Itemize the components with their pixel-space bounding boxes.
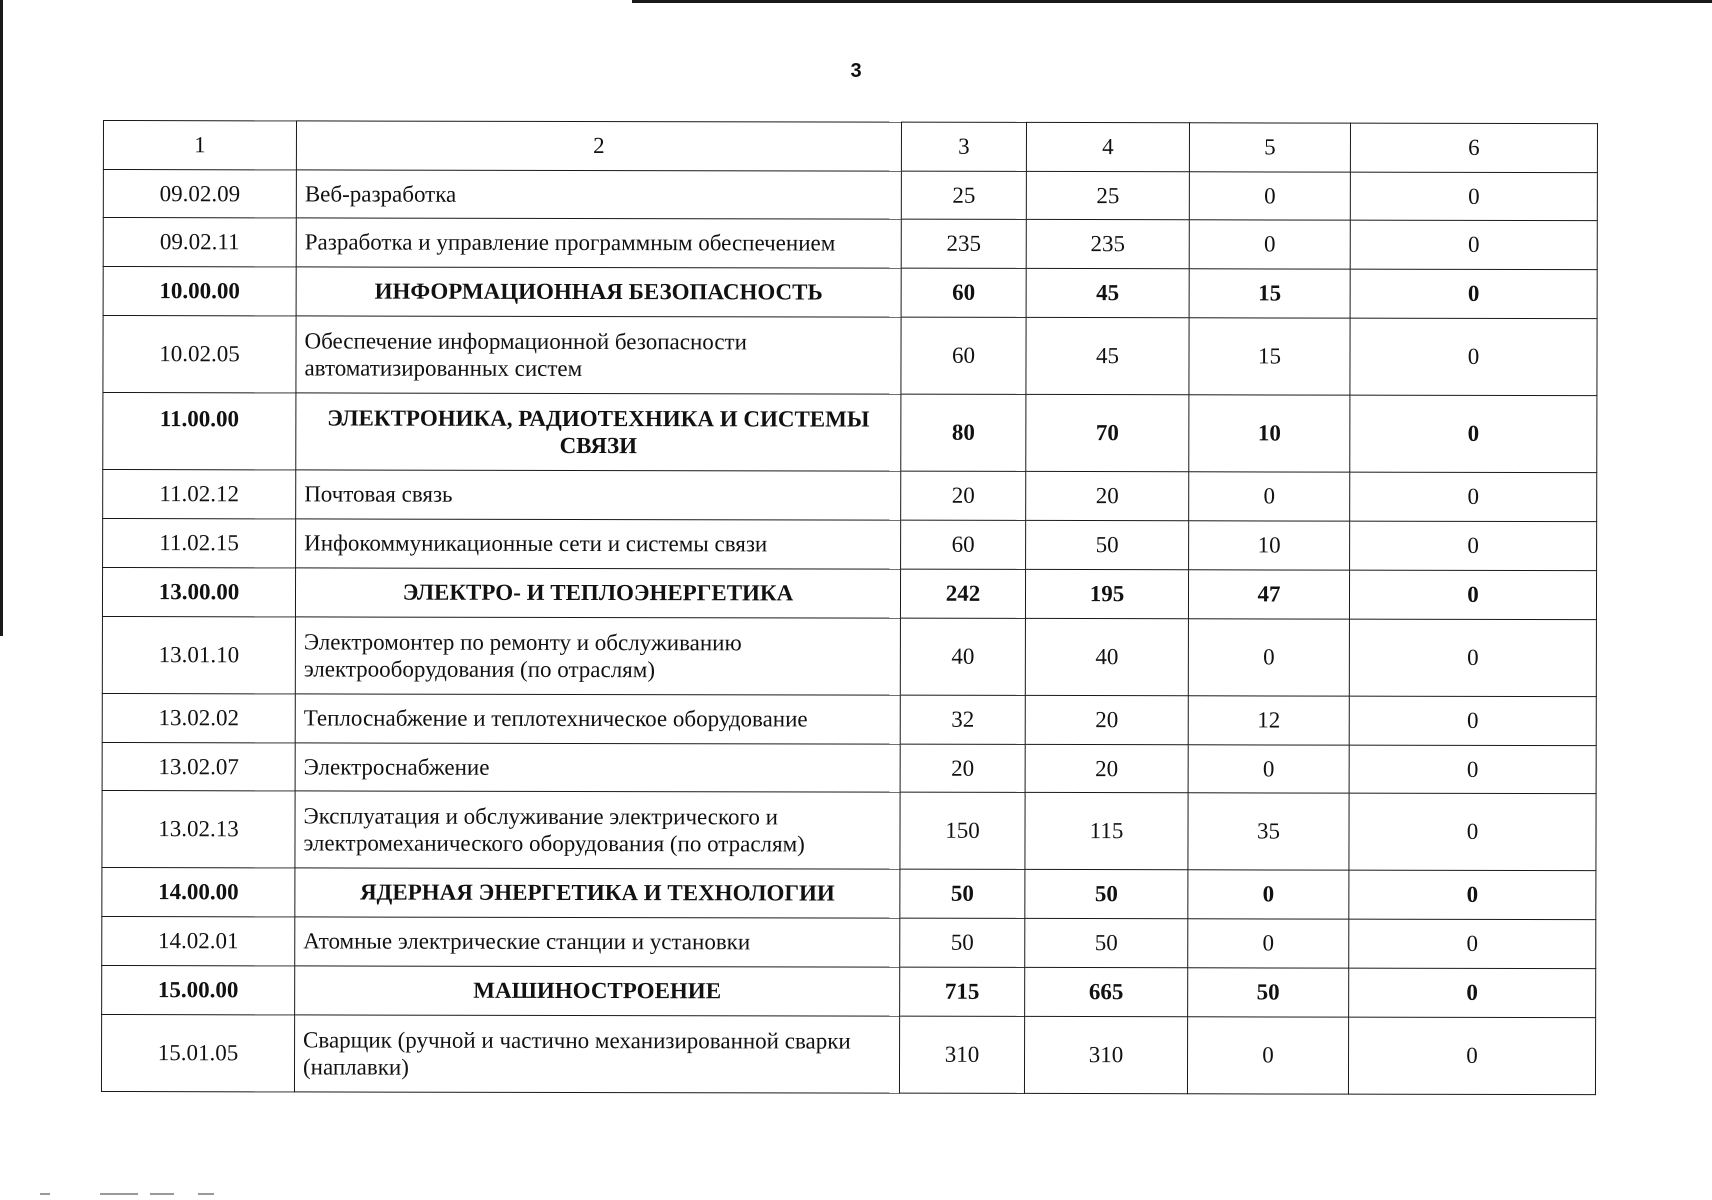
specialty-code: 13.02.07 xyxy=(102,742,295,790)
specialty-code: 13.02.13 xyxy=(102,790,295,867)
value-col-6: 0 xyxy=(1350,220,1597,270)
group-row xyxy=(102,965,1596,1017)
group-name: ИНФОРМАЦИОННАЯ БЕЗОПАСНОСТЬ xyxy=(296,267,901,317)
specialty-name: Эксплуатация и обслуживание электрического и электромеханического оборудования (по отраслям) xyxy=(295,791,900,869)
value-col-6: 0 xyxy=(1349,570,1596,620)
specialty-code: 13.01.10 xyxy=(102,616,295,693)
table-row xyxy=(102,790,1596,870)
specialty-code: 11.02.12 xyxy=(103,470,296,519)
specialty-code: 13.02.02 xyxy=(102,693,295,742)
value-col-6: 0 xyxy=(1350,395,1597,473)
value-col-6: 0 xyxy=(1350,521,1597,571)
value-col-6: 0 xyxy=(1349,968,1596,1018)
value-col-5: 0 xyxy=(1189,220,1350,269)
value-col-5: 0 xyxy=(1189,472,1350,521)
value-col-5: 15 xyxy=(1189,318,1350,395)
specialty-code: 10.02.05 xyxy=(103,316,296,393)
scan-artifact xyxy=(150,1193,174,1195)
value-col-5: 50 xyxy=(1188,968,1349,1017)
value-col-3: 25 xyxy=(901,171,1026,219)
table-row xyxy=(103,470,1597,522)
specialties-table xyxy=(101,120,1598,1095)
specialty-name: Обеспечение информационной безопасности автоматизированных систем xyxy=(296,316,901,394)
value-col-4: 195 xyxy=(1025,569,1188,618)
value-col-4: 20 xyxy=(1025,695,1188,744)
table-row xyxy=(103,519,1597,571)
specialty-code: 15.01.05 xyxy=(101,1014,294,1091)
value-col-3: 242 xyxy=(900,569,1025,618)
table-row xyxy=(103,170,1597,221)
value-col-6: 0 xyxy=(1350,172,1597,221)
group-name: ЯДЕРНАЯ ЭНЕРГЕТИКА И ТЕХНОЛОГИИ xyxy=(295,868,900,918)
scan-edge-left xyxy=(0,0,3,636)
value-col-5: 12 xyxy=(1188,696,1349,745)
group-code: 13.00.00 xyxy=(102,568,295,617)
scan-artifact xyxy=(40,1193,50,1195)
group-name: МАШИНОСТРОЕНИЕ xyxy=(295,966,900,1016)
header-cell: 4 xyxy=(1026,122,1189,171)
specialty-code: 09.02.09 xyxy=(103,170,296,218)
group-row xyxy=(102,867,1596,919)
specialty-code: 09.02.11 xyxy=(103,218,296,267)
value-col-4: 70 xyxy=(1026,394,1189,471)
value-col-4: 115 xyxy=(1025,792,1188,869)
table-row xyxy=(102,742,1596,793)
table-row xyxy=(102,916,1596,968)
value-col-6: 0 xyxy=(1350,318,1597,396)
scan-artifact xyxy=(100,1193,138,1195)
specialty-name: Почтовая связь xyxy=(296,470,901,520)
specialty-name: Электромонтер по ремонту и обслуживанию электрооборудования (по отраслям) xyxy=(295,617,900,695)
page-number: 3 xyxy=(850,60,862,82)
header-cell: 1 xyxy=(103,121,296,170)
specialty-code: 11.02.15 xyxy=(103,519,296,568)
specialty-name: Электроснабжение xyxy=(295,743,900,792)
value-col-6: 0 xyxy=(1350,472,1597,522)
value-col-5: 10 xyxy=(1189,395,1350,472)
value-col-3: 50 xyxy=(900,918,1025,967)
table-header-row xyxy=(103,121,1597,173)
value-col-3: 32 xyxy=(900,695,1025,744)
value-col-6: 0 xyxy=(1348,1017,1595,1095)
header-cell: 2 xyxy=(296,121,901,171)
group-code: 10.00.00 xyxy=(103,267,296,316)
value-col-6: 0 xyxy=(1349,870,1596,920)
specialty-name: Веб-разработка xyxy=(296,170,901,219)
value-col-4: 665 xyxy=(1025,967,1188,1016)
specialty-name: Инфокоммуникационные сети и системы связи xyxy=(296,519,901,569)
specialty-name: Теплоснабжение и теплотехническое оборудование xyxy=(295,694,900,744)
table-row xyxy=(103,218,1597,270)
group-row xyxy=(102,568,1596,620)
group-name: ЭЛЕКТРОНИКА, РАДИОТЕХНИКА И СИСТЕМЫ СВЯЗИ xyxy=(296,393,901,471)
group-code: 11.00.00 xyxy=(103,393,296,470)
value-col-5: 0 xyxy=(1188,870,1349,919)
value-col-5: 0 xyxy=(1188,745,1349,793)
value-col-4: 50 xyxy=(1025,918,1188,967)
value-col-5: 10 xyxy=(1189,521,1350,570)
group-row xyxy=(103,267,1597,319)
value-col-4: 45 xyxy=(1026,268,1189,317)
value-col-3: 20 xyxy=(900,744,1025,792)
specialty-name: Разработка и управление программным обеспечением xyxy=(296,218,901,268)
group-code: 15.00.00 xyxy=(102,965,295,1014)
group-code: 14.00.00 xyxy=(102,867,295,916)
value-col-4: 40 xyxy=(1025,618,1188,695)
value-col-5: 15 xyxy=(1189,269,1350,318)
value-col-3: 715 xyxy=(900,967,1025,1016)
specialty-name: Атомные электрические станции и установки xyxy=(295,917,900,967)
specialty-code: 14.02.01 xyxy=(102,916,295,965)
value-col-5: 0 xyxy=(1189,172,1350,220)
value-col-6: 0 xyxy=(1349,696,1596,746)
value-col-3: 60 xyxy=(901,520,1026,569)
value-col-4: 50 xyxy=(1025,869,1188,918)
value-col-6: 0 xyxy=(1349,919,1596,969)
value-col-3: 20 xyxy=(901,471,1026,520)
value-col-3: 150 xyxy=(900,792,1025,869)
value-col-3: 40 xyxy=(900,618,1025,695)
value-col-6: 0 xyxy=(1349,619,1596,697)
value-col-5: 47 xyxy=(1188,570,1349,619)
header-cell: 5 xyxy=(1189,123,1350,172)
table-row xyxy=(101,1014,1595,1094)
value-col-3: 50 xyxy=(900,869,1025,918)
value-col-6: 0 xyxy=(1349,745,1596,794)
value-col-3: 235 xyxy=(901,219,1026,268)
value-col-3: 60 xyxy=(901,317,1026,394)
value-col-3: 310 xyxy=(899,1016,1024,1093)
value-col-4: 235 xyxy=(1026,219,1189,268)
header-cell: 6 xyxy=(1350,123,1597,173)
header-cell: 3 xyxy=(901,122,1026,171)
value-col-4: 25 xyxy=(1026,171,1189,219)
table-row xyxy=(103,316,1597,396)
value-col-5: 0 xyxy=(1188,619,1349,696)
specialty-name: Сварщик (ручной и частично механизированной сварки (наплавки) xyxy=(294,1015,899,1093)
group-row xyxy=(103,393,1597,473)
value-col-4: 20 xyxy=(1026,471,1189,520)
table-row xyxy=(102,616,1596,696)
value-col-5: 0 xyxy=(1188,919,1349,968)
value-col-3: 80 xyxy=(901,394,1026,471)
table-row xyxy=(102,693,1596,745)
group-name: ЭЛЕКТРО- И ТЕПЛОЭНЕРГЕТИКА xyxy=(295,568,900,618)
value-col-5: 35 xyxy=(1188,793,1349,870)
value-col-4: 45 xyxy=(1026,317,1189,394)
value-col-4: 310 xyxy=(1024,1016,1187,1093)
scan-artifact xyxy=(198,1193,214,1195)
scan-edge-top xyxy=(632,0,1712,3)
value-col-4: 50 xyxy=(1026,520,1189,569)
value-col-5: 0 xyxy=(1187,1017,1348,1094)
value-col-3: 60 xyxy=(901,268,1026,317)
value-col-4: 20 xyxy=(1025,744,1188,792)
value-col-6: 0 xyxy=(1349,793,1596,871)
value-col-6: 0 xyxy=(1350,269,1597,319)
